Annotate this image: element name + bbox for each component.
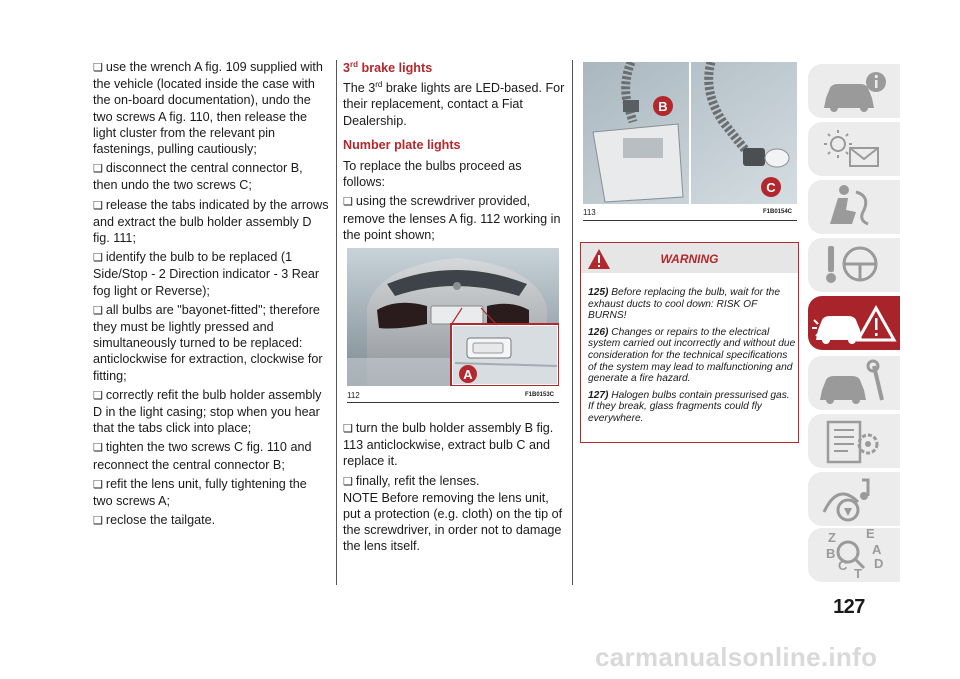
warning-item-text: Changes or repairs to the electrical system carried out incorrectly and without due consideration for the technical specifications of the system may lead to malfunctioning and generate a fire hazard. [588,326,796,385]
chapter-tab-spec-sheet[interactable] [808,414,900,468]
checkbox-bullet [93,303,106,317]
index-letter: D [874,556,884,571]
chapter-tab-car-wrench[interactable] [808,356,900,410]
warning-item [588,390,796,425]
chapter-tab-car-info[interactable] [808,64,900,118]
car-wrench-icon [808,356,900,410]
index-letter: A [872,542,882,557]
multimedia-icon [808,472,900,526]
instruction-item [93,476,329,509]
checkbox-bullet [343,474,356,488]
checkbox-bullet [343,194,356,208]
checkbox-bullet [93,388,106,402]
rear-car-photo [347,248,559,386]
instruction-text: refit the lens unit, fully tightening the two screws A; [93,476,307,509]
plate-note: NOTE Before removing the lens unit, put a protection (e.g. cloth) on the tip of the screwdriver, in order not to damage the lens itself. [343,490,563,554]
heading-brake-num: 3 [343,61,351,75]
figure-112-number: 112 [347,391,360,400]
index-letter: Z [828,530,836,545]
spec-sheet-icon [808,414,900,468]
brake-text-sup: rd [375,80,383,90]
instruction-text: all bulbs are "bayonet-fitted"; therefore they must be lightly pressed and simultaneously turned to be replaced: anticlockwise for extraction, clockwise for fitting; [93,302,323,383]
checkbox-bullet [93,477,106,491]
checkbox-bullet [93,60,106,74]
plate-intro: To replace the bulbs proceed as follows: [343,159,522,190]
heading-brake-lights [343,60,567,76]
heading-brake-sup: rd [350,59,359,69]
label-a: A [463,367,473,382]
warning-body [588,287,796,430]
warning-item [588,327,796,385]
index-letter: B [826,546,836,561]
warning-header [581,243,798,273]
bulb-holder-photo [583,62,797,204]
checkbox-bullet [343,421,356,435]
warning-box [580,242,799,443]
instruction-text: release the tabs indicated by the arrows and extract the bulb holder assembly D fig. 111; [93,197,329,246]
brake-text-pre: The 3 [343,81,376,96]
index-letter: C [838,558,848,573]
plate-step-3-text: finally, refit the lenses. [355,473,480,488]
figure-113 [583,62,797,204]
heading-brake-text: brake lights [358,61,433,75]
warning-item-text: Before replacing the bulb, wait for the exhaust ducts to cool down: RISK OF BURNS! [588,287,780,322]
instruction-text: tighten the two screws C fig. 110 and reconnect the central connector B; [93,440,312,472]
index-letter: E [866,526,875,541]
warning-item-number: 125) [588,287,609,298]
checkbox-bullet [93,198,106,212]
instruction-item [93,197,329,247]
figure-113-number: 113 [583,208,596,217]
column-1 [93,59,329,532]
chapter-tab-airbag-seat[interactable] [808,180,900,234]
plate-step-1-text: using the screwdriver provided, remove the lenses A fig. 112 working in the point shown; [343,194,561,242]
checkbox-bullet [93,440,106,454]
column-divider-2 [572,60,573,585]
label-b: B [658,99,668,114]
warning-item-number: 127) [588,389,609,401]
airbag-seat-icon [808,180,900,234]
instruction-item [93,160,329,193]
brake-lights-text [343,80,567,129]
dashboard-lights-icon [808,122,900,176]
instruction-item [93,439,329,472]
brake-text-post: brake lights are LED-based. For their replacement, contact a Fiat Dealership. [343,81,565,128]
checkbox-bullet [93,161,106,175]
figure-112-code: F1B0153C [525,392,555,398]
instruction-text: correctly refit the bulb holder assembly D in the light casing; stop when you hear that the tabs click into place; [93,387,322,436]
instruction-item [93,387,329,437]
instruction-item [93,512,329,529]
car-warning-icon [808,296,900,350]
warning-title: WARNING [660,252,719,266]
column-2 [343,60,567,246]
plate-step-3 [343,473,569,490]
figure-113-rule [583,220,797,221]
plate-step-1 [343,193,567,243]
instruction-item [93,249,329,299]
figure-112 [347,248,559,386]
index-letter: T [854,566,862,581]
label-c: C [766,180,776,195]
plate-step-2 [343,420,569,470]
instruction-item [93,302,329,384]
page-number: 127 [833,596,865,618]
chapter-tab-dashboard-lights[interactable] [808,122,900,176]
instruction-text: use the wrench A fig. 109 supplied with the vehicle (located inside the case with the on-board documentation), undo the two screws A fig. 110, then release the light cluster from the relevant pin fastenings, pulling cautiously; [93,60,323,157]
column-divider-1 [336,60,337,585]
column-2-continued [343,420,569,555]
checkbox-bullet [93,513,106,527]
chapter-tab-steering-key[interactable] [808,238,900,292]
figure-113-code: F1B0154C [763,209,793,215]
warning-item-number: 126) [588,326,609,338]
checkbox-bullet [93,250,106,264]
instruction-text: identify the bulb to be replaced (1 Side/Stop - 2 Direction indicator - 3 Rear fog light or Reverse); [93,250,320,298]
chapter-tab-car-warning[interactable] [808,296,900,350]
warning-item [588,287,796,322]
instruction-text: reclose the tailgate. [105,513,216,528]
chapter-tab-index-search[interactable] [808,528,900,582]
figure-112-rule [347,402,559,403]
plate-step-2-text: turn the bulb holder assembly B fig. 113 anticlockwise, extract bulb C and replace it. [343,421,554,469]
steering-key-icon [808,238,900,292]
chapter-tab-multimedia[interactable] [808,472,900,526]
instruction-text: disconnect the central connector B, then undo the two screws C; [93,161,303,193]
car-info-icon [808,64,900,118]
warning-item-text: Halogen bulbs contain pressurised gas. If they break, glass fragments could fly everywhere. [588,389,790,424]
heading-number-plate: Number plate lights [343,137,461,152]
watermark: carmanualsonline.info [595,642,878,672]
instruction-item [93,59,329,157]
